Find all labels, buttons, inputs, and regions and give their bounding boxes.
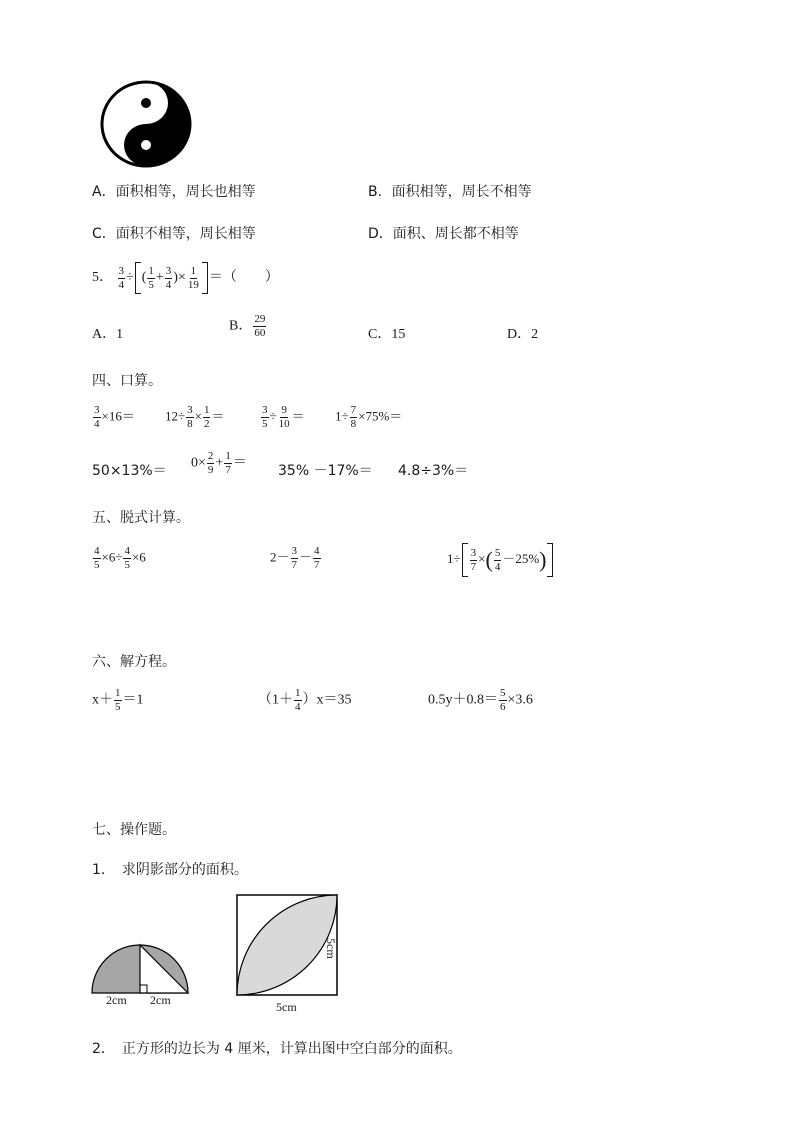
oral-calc-6: 0× $\frac{2}{9}$ + $\frac{1}{7}$ ＝: [191, 450, 247, 476]
semicircle-figure: [88, 938, 192, 998]
oral-calc-7: 35% －17%＝: [278, 463, 373, 479]
equation-3: 0.5y＋0.8＝ $\frac{5}{6}$ ×3.6: [428, 687, 533, 713]
q5-option-a[interactable]: A．1: [92, 327, 124, 342]
equation-2: （1＋ $\frac{1}{4}$ ）x＝35: [258, 687, 352, 713]
stepwise-calc-3: 1÷ $\frac{3}{7}$ ×( $\frac{5}{4}$ －25%): [447, 543, 554, 577]
section-6-heading: 六、解方程。: [92, 654, 176, 670]
fraction: $\frac{3}{4}$: [165, 264, 172, 291]
oral-calc-2: 12÷ $\frac{3}{8}$ × $\frac{1}{2}$ ＝: [165, 404, 225, 430]
q5-option-c[interactable]: C．15: [368, 327, 406, 342]
question-number: 5．: [92, 270, 113, 286]
square-bottom-label: 5cm: [276, 1000, 297, 1014]
semicircle-right-label: 2cm: [150, 993, 171, 1007]
stepwise-calc-1: $\frac{4}{5}$ ×6÷ $\frac{4}{5}$ ×6: [94, 545, 146, 571]
stepwise-calc-2: 2－ $\frac{3}{7}$ － $\frac{4}{7}$: [270, 545, 320, 571]
option-a[interactable]: A．面积相等，周长也相等: [92, 184, 256, 200]
question-2: 2． 正方形的边长为 4 厘米，计算出图中空白部分的面积。: [92, 1041, 462, 1057]
left-bracket: [135, 262, 141, 294]
question-5: 5． $\frac{3}{4}$ ÷ ( $\frac{1}{5}$ + $\frac{3}{4}$ )× $\frac{1}{19}$ ＝（ ）: [92, 262, 279, 294]
semicircle-left-label: 2cm: [106, 993, 127, 1007]
section-4-heading: 四、口算。: [92, 373, 162, 389]
q5-option-d[interactable]: D．2: [507, 327, 539, 342]
oral-calc-3: $\frac{3}{5}$ ÷ $\frac{9}{10}$ ＝: [262, 404, 305, 430]
equation-1: x＋ $\frac{1}{5}$ ＝1: [92, 687, 144, 713]
option-d[interactable]: D．面积、周长都不相等: [368, 226, 519, 242]
right-bracket: [202, 262, 208, 294]
oral-calc-1: $\frac{3}{4}$ ×16＝: [94, 404, 135, 430]
oral-calc-8: 4.8÷3%＝: [398, 463, 469, 479]
section-5-heading: 五、脱式计算。: [92, 510, 190, 526]
fraction: $\frac{1}{5}$: [148, 264, 154, 291]
oral-calc-4: 1÷ $\frac{7}{8}$ ×75%＝: [335, 404, 403, 430]
option-c[interactable]: C．面积不相等，周长相等: [92, 226, 256, 242]
fraction: $\frac{1}{19}$: [187, 264, 199, 291]
option-b[interactable]: B．面积相等，周长不相等: [368, 184, 532, 200]
square-side-label: 5cm: [324, 938, 338, 959]
q5-option-b[interactable]: B． $\frac{29}{60}$: [229, 313, 266, 339]
section-7-heading: 七、操作题。: [92, 822, 176, 838]
yin-yang-figure: [100, 80, 192, 168]
oral-calc-5: 50×13%＝: [92, 463, 167, 479]
fraction: $\frac{3}{4}$: [118, 264, 124, 291]
question-1: 1． 求阴影部分的面积。: [92, 862, 248, 878]
